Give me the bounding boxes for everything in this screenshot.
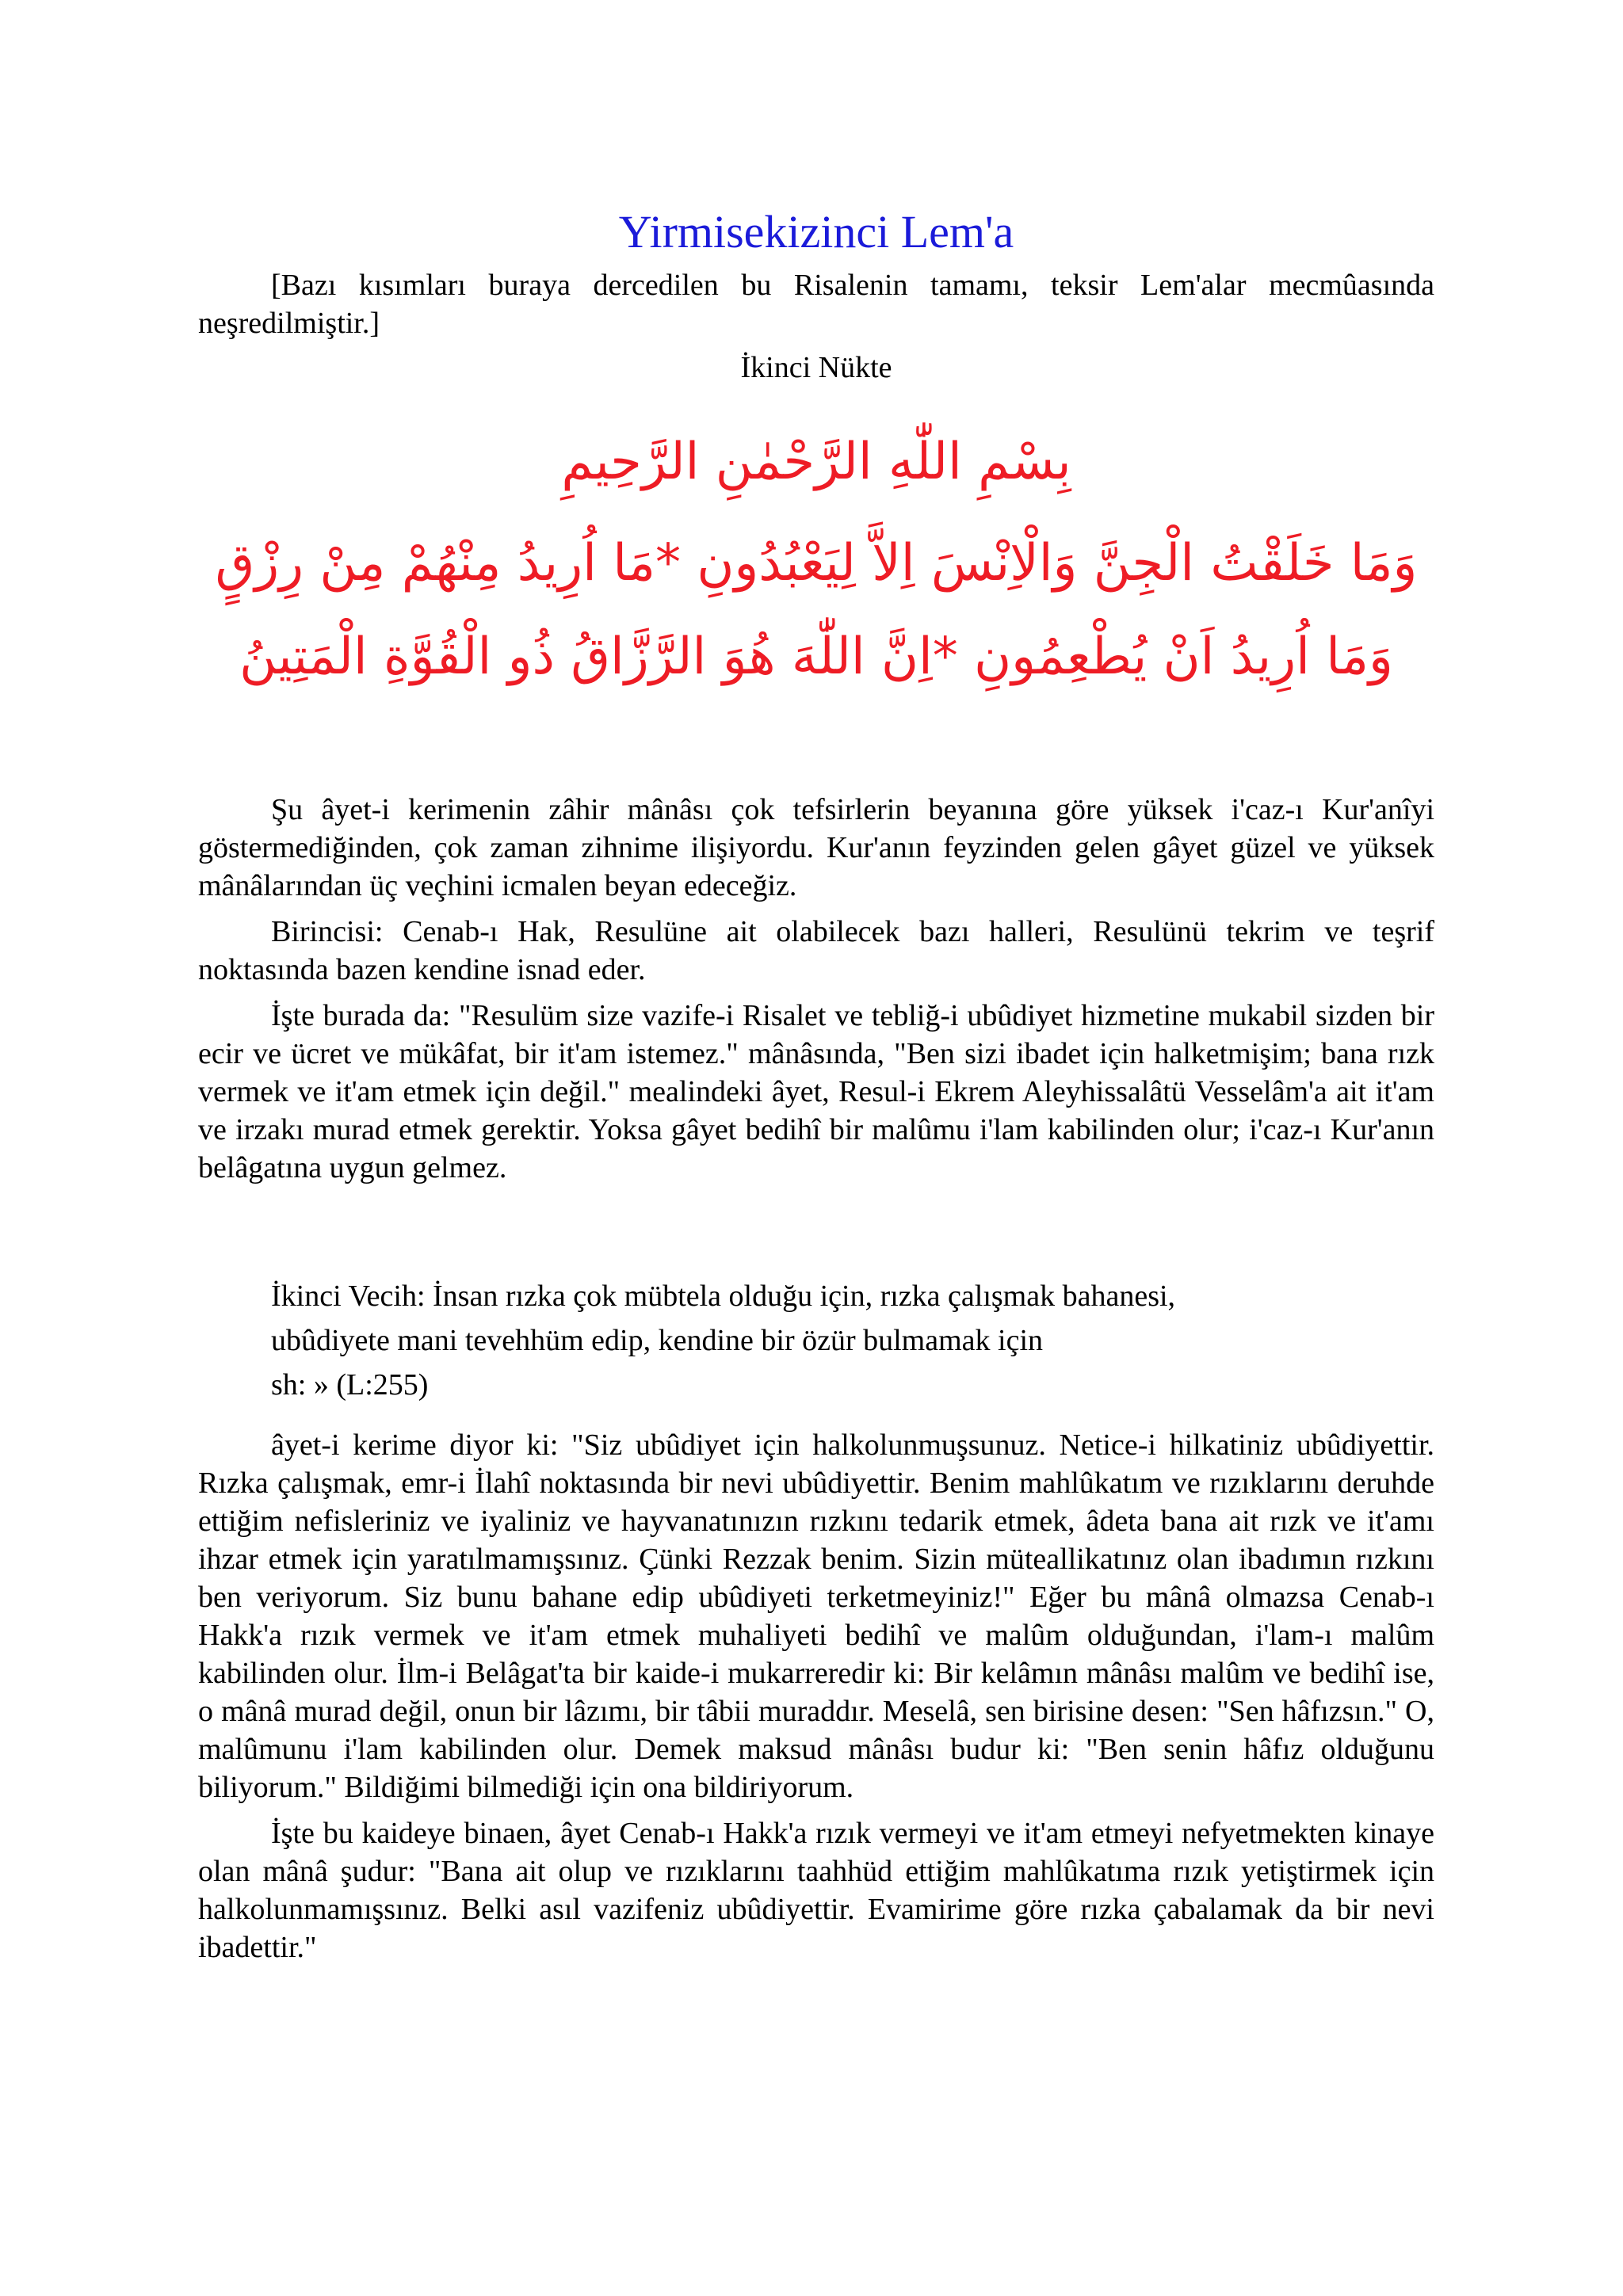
body-paragraph: âyet-i kerime diyor ki: "Siz ubûdiyet için halkolunmuşsunuz. Netice-i hilkatiniz ubûdiyettir. Rızka çalışmak, emr-i İlahî noktasında bir nevi ubûdiyettir. Benim mahlûkatım ve rızıklarını deruhde ettiğim nefisleriniz ve iyaliniz ve hayvanatınızın rızkını tedarik etmek, âdeta bana ait rızk ve it'amı ihzar etmek için yaratılmamışsınız. Çünki Rezzak benim. Sizin müteallikatınız olan ibadımın rızkını ben veriyorum. Siz bunu bahane edip ubûdiyeti terketmeyiniz!" Eğer bu mânâ olmazsa Cenab-ı Hakk'a rızık vermek ve it'am etmek muhaliyeti bedihî ve malûm olduğundan, i'lam-ı malûm kabilinden olur. İlm-i Belâgat'ta bir kaide-i mukarreredir ki: Bir kelâmın mânâsı malûm ve bedihî ise, o mânâ murad değil, onun bir lâzımı, bir tâbii muraddır. Meselâ, sen birisine desen: "Sen hâfızsın." O, malûmunu i'lam kabilinden olur. Demek maksud mânâsı budur ki: "Ben senin hâfız olduğunu biliyorum." Bildiğimi bilmediği için ona bildiriyorum. — [198, 1428, 1434, 1804]
body-paragraph: İşte bu kaideye binaen, âyet Cenab-ı Hakk'a rızık vermeyi ve it'am etmeyi nefyetmekten kinaye olan mânâ şudur: "Bana ait olup ve rızıklarını taahhüd ettiğim mahlûkatıma rızık yetiştirmek için halkolunmamışsınız. Belki asıl vazifeniz ubûdiyettir. Evamirime göre rızka çabalamak da bir nevi ibadettir." — [198, 1817, 1434, 1964]
page-reference: sh: » (L:255) — [271, 1368, 429, 1402]
body-paragraph: Birincisi: Cenab-ı Hak, Resulüne ait olabilecek bazı halleri, Resulünü tekrim ve teşrif noktasında bazen kendine isnad eder. — [198, 915, 1434, 986]
intro-paragraph: [Bazı kısımları buraya dercedilen bu Risalenin tamamı, teksir Lem'alar mecmûasında neşredilmiştir.] — [198, 269, 1434, 340]
body-paragraph: Şu âyet-i kerimenin zâhir mânâsı çok tefsirlerin beyanına göre yüksek i'caz-ı Kur'anîyi göstermediğinden, çok zaman zihnime ilişiyordu. Kur'anın feyzinden gelen gâyet güzel ve yüksek mânâlarından üç veçhini icmalen beyan edeceğiz. — [198, 793, 1434, 902]
second-vecih-intro: İkinci Vecih: İnsan rızka çok mübtela olduğu için, rızka çalışmak bahanesi, ubûdiyete mani tevehhüm edip, kendine bir özür bulmamak için — [271, 1280, 1176, 1357]
paragraphs-group-1 — [198, 791, 1434, 1187]
intro-block — [198, 266, 1434, 342]
document-title: Yirmisekizinci Lem'a — [618, 206, 1014, 257]
basmala-arabic: بِسْمِ اللّٰهِ الرَّحْمٰنِ الرَّحِيمِ — [561, 433, 1071, 491]
paragraphs-group-2 — [198, 1426, 1434, 1966]
second-intro-block — [271, 1274, 1270, 1407]
subtitle-block — [198, 349, 1434, 387]
verse-arabic: وَمَا خَلَقْتُ الْجِنَّ وَالْاِنْسَ اِلاَّ لِيَعْبُدُونِ *مَا اُرِيدُ مِنْهُمْ مِنْ رِزْقٍ وَمَا اُرِيدُ اَنْ يُطْعِمُونِ *اِنَّ اللّٰهَ هُوَ الرَّزَّاقُ ذُو الْقُوَّةِ الْمَتِينُ — [215, 534, 1418, 686]
section-subtitle: İkinci Nükte — [740, 351, 892, 384]
body-paragraph: İşte burada da: "Resulüm size vazife-i Risalet ve tebliğ-i ubûdiyet hizmetine mukabil sizden bir ecir ve ücret ve mükâfat, bir it'am istemez." mânâsında, "Ben sizi ibadet için halketmişim; bana rızk vermek ve it'am etmek için değil." mealindeki âyet, Resul-i Ekrem Aleyhissalâtü Vesselâm'a ait it'am ve irzakı murad etmek gerektir. Yoksa gâyet bedihî bir malûmu i'lam kabilinden olur; i'caz-ı Kur'anın belâgatına uygun gelmez. — [198, 999, 1434, 1184]
